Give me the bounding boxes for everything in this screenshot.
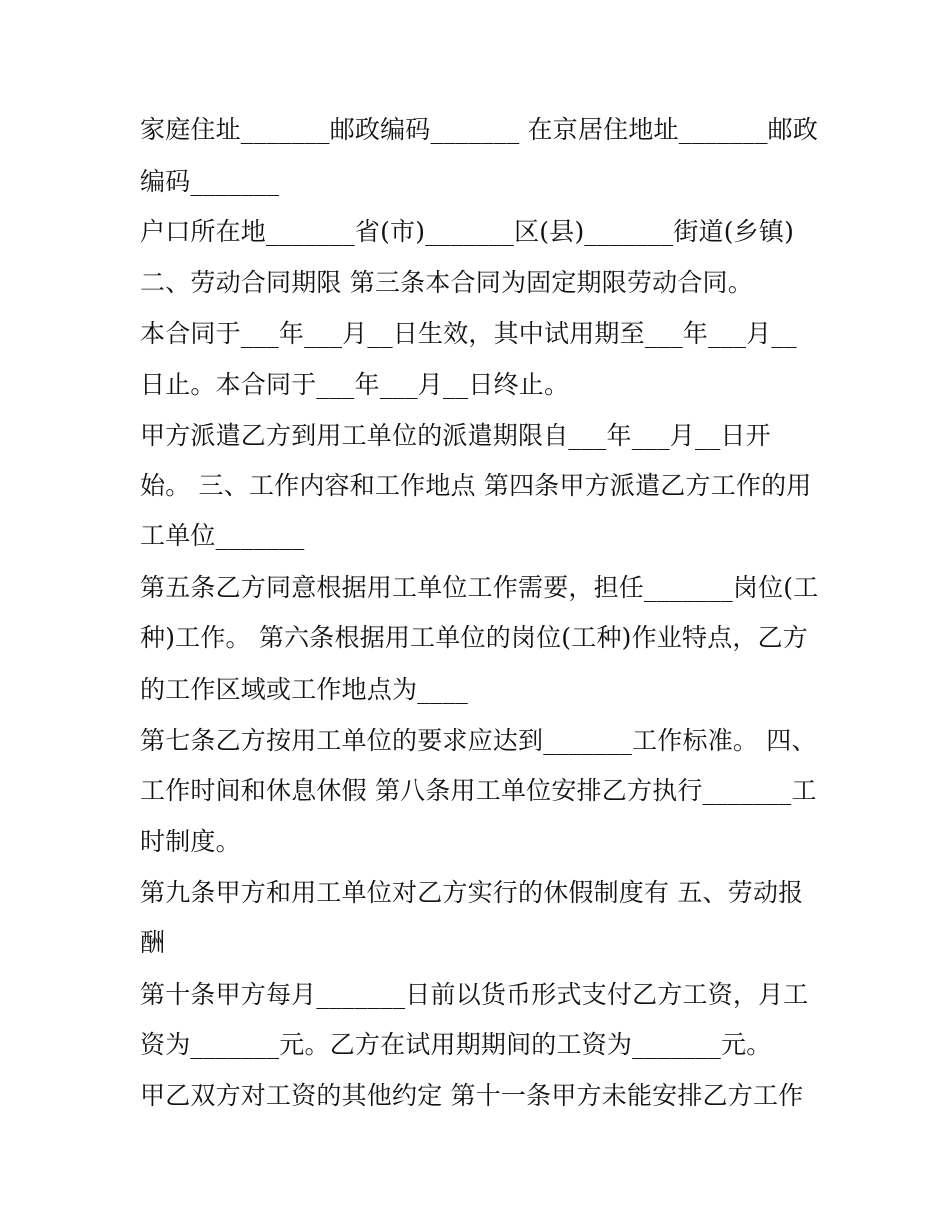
text-line-home-address: 家庭住址_______邮政编码_______ 在京居住地址_______邮政 (140, 115, 819, 144)
text-line-effective-date: 本合同于___年___月__日生效，其中试用期至___年___月__ (140, 319, 797, 348)
text-line-article-11: 甲乙双方对工资的其他约定 第十一条甲方未能安排乙方工作 (140, 1081, 804, 1110)
text-line-work-content-heading: 始。 三、工作内容和工作地点 第四条甲方派遣乙方工作的用 (140, 471, 812, 500)
text-line-article-6: 种)工作。 第六条根据用工单位的岗位(工种)作业特点，乙方 (140, 623, 809, 652)
text-line-article-9: 第九条甲方和用工单位对乙方实行的休假制度有 五、劳动报 (140, 878, 804, 907)
text-line-article-8: 工作时间和休息休假 第八条用工单位安排乙方执行_______工 (140, 776, 817, 805)
text-line-article-7: 第七条乙方按用工单位的要求应达到_______工作标准。 四、 (140, 726, 817, 755)
text-line-dispatch-period: 甲方派遣乙方到用工单位的派遣期限自___年___月__日开 (140, 421, 771, 450)
text-line-employer-unit: 工单位_______ (140, 521, 305, 550)
text-line-article-10: 第十条甲方每月_______日前以货币形式支付乙方工资，月工 (140, 980, 809, 1009)
text-line-hukou: 户口所在地_______省(市)_______区(县)_______街道(乡镇) (140, 217, 795, 246)
text-line-article-5: 第五条乙方同意根据用工单位工作需要，担任_______岗位(工 (140, 573, 819, 602)
text-line-contract-term-heading: 二、劳动合同期限 第三条本合同为固定期限劳动合同。 (140, 268, 753, 297)
text-line-remuneration-heading: 酬 (140, 928, 166, 957)
text-line-end-date: 日止。本合同于___年___月__日终止。 (140, 370, 570, 399)
text-line-salary: 资为_______元。乙方在试用期期间的工资为_______元。 (140, 1030, 772, 1059)
text-line-work-location: 的工作区域或工作地点为____ (140, 675, 469, 704)
text-line-hours-system: 时制度。 (140, 827, 241, 856)
text-line-postcode: 编码_______ (140, 167, 280, 196)
